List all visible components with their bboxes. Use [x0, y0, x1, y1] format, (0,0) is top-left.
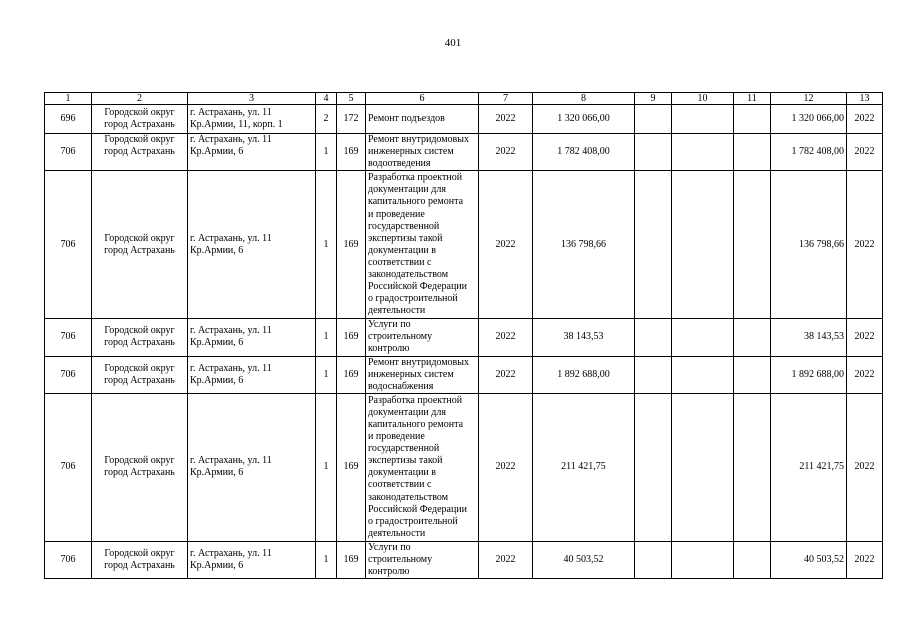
- table-row: [45, 319, 883, 356]
- municipality: Городской округ город Астрахань: [92, 541, 188, 578]
- empty-cell: [734, 134, 771, 171]
- amount-total: 211 421,75: [771, 393, 847, 541]
- col-5-value: 172: [337, 105, 366, 134]
- address: г. Астрахань, ул. 11 Кр.Армии, 6: [188, 541, 316, 578]
- empty-cell: [635, 319, 672, 356]
- address: г. Астрахань, ул. 11 Кр.Армии, 6: [188, 134, 316, 171]
- municipality: Городской округ город Астрахань: [92, 356, 188, 393]
- amount: 136 798,66: [533, 171, 635, 319]
- work-type: Ремонт внутридомовых инженерных систем водоотведения: [366, 134, 479, 171]
- column-header: 1: [45, 93, 92, 105]
- column-header: 12: [771, 93, 847, 105]
- empty-cell: [635, 105, 672, 134]
- page-number: 401: [444, 37, 462, 49]
- address: г. Астрахань, ул. 11 Кр.Армии, 6: [188, 171, 316, 319]
- work-type: Разработка проектной документации для капитального ремонта и проведение государственной экспертизы такой документации в соответствии с законодательством Российской Федерации о градостроительной деятельности: [366, 393, 479, 541]
- amount: 1 320 066,00: [533, 105, 635, 134]
- row-number: 696: [45, 105, 92, 134]
- col-5-value: 169: [337, 134, 366, 171]
- column-header: 3: [188, 93, 316, 105]
- amount: 1 782 408,00: [533, 134, 635, 171]
- completion-year: 2022: [847, 356, 883, 393]
- row-number: 706: [45, 171, 92, 319]
- column-header: 9: [635, 93, 672, 105]
- row-number: 706: [45, 541, 92, 578]
- empty-cell: [635, 541, 672, 578]
- col-4-value: 1: [316, 356, 337, 393]
- empty-cell: [734, 393, 771, 541]
- repair-plan-table: [44, 92, 883, 579]
- col-5-value: 169: [337, 393, 366, 541]
- municipality: Городской округ город Астрахань: [92, 319, 188, 356]
- amount: 40 503,52: [533, 541, 635, 578]
- amount-total: 1 320 066,00: [771, 105, 847, 134]
- col-4-value: 2: [316, 105, 337, 134]
- empty-cell: [672, 356, 734, 393]
- work-type: Разработка проектной документации для капитального ремонта и проведение государственной экспертизы такой документации в соответствии с законодательством Российской Федерации о градостроительной деятельности: [366, 171, 479, 319]
- empty-cell: [734, 356, 771, 393]
- year: 2022: [479, 319, 533, 356]
- address: г. Астрахань, ул. 11 Кр.Армии, 11, корп. 1: [188, 105, 316, 134]
- amount-total: 1 782 408,00: [771, 134, 847, 171]
- column-number-row: [45, 93, 883, 105]
- year: 2022: [479, 356, 533, 393]
- year: 2022: [479, 393, 533, 541]
- column-header: 4: [316, 93, 337, 105]
- column-header: 8: [533, 93, 635, 105]
- empty-cell: [734, 105, 771, 134]
- empty-cell: [672, 541, 734, 578]
- municipality: Городской округ город Астрахань: [92, 134, 188, 171]
- amount-total: 40 503,52: [771, 541, 847, 578]
- amount: 38 143,53: [533, 319, 635, 356]
- row-number: 706: [45, 356, 92, 393]
- table-row: [45, 393, 883, 541]
- column-header: 11: [734, 93, 771, 105]
- table-row: [45, 134, 883, 171]
- year: 2022: [479, 105, 533, 134]
- row-number: 706: [45, 319, 92, 356]
- table-row: [45, 105, 883, 134]
- municipality: Городской округ город Астрахань: [92, 393, 188, 541]
- empty-cell: [635, 134, 672, 171]
- row-number: 706: [45, 393, 92, 541]
- empty-cell: [734, 171, 771, 319]
- empty-cell: [734, 319, 771, 356]
- work-type: Услуги по строительному контролю: [366, 319, 479, 356]
- col-5-value: 169: [337, 356, 366, 393]
- address: г. Астрахань, ул. 11 Кр.Армии, 6: [188, 319, 316, 356]
- municipality: Городской округ город Астрахань: [92, 105, 188, 134]
- completion-year: 2022: [847, 171, 883, 319]
- empty-cell: [672, 105, 734, 134]
- year: 2022: [479, 134, 533, 171]
- table-row: [45, 171, 883, 319]
- completion-year: 2022: [847, 319, 883, 356]
- column-header: 5: [337, 93, 366, 105]
- amount-total: 38 143,53: [771, 319, 847, 356]
- column-header: 7: [479, 93, 533, 105]
- col-5-value: 169: [337, 319, 366, 356]
- empty-cell: [635, 171, 672, 319]
- work-type: Ремонт подъездов: [366, 105, 479, 134]
- column-header: 13: [847, 93, 883, 105]
- empty-cell: [672, 393, 734, 541]
- row-number: 706: [45, 134, 92, 171]
- completion-year: 2022: [847, 105, 883, 134]
- year: 2022: [479, 171, 533, 319]
- empty-cell: [672, 171, 734, 319]
- address: г. Астрахань, ул. 11 Кр.Армии, 6: [188, 393, 316, 541]
- work-type: Ремонт внутридомовых инженерных систем водоснабжения: [366, 356, 479, 393]
- empty-cell: [672, 134, 734, 171]
- empty-cell: [635, 393, 672, 541]
- col-4-value: 1: [316, 393, 337, 541]
- col-5-value: 169: [337, 541, 366, 578]
- column-header: 6: [366, 93, 479, 105]
- completion-year: 2022: [847, 393, 883, 541]
- municipality: Городской округ город Астрахань: [92, 171, 188, 319]
- col-5-value: 169: [337, 171, 366, 319]
- col-4-value: 1: [316, 541, 337, 578]
- year: 2022: [479, 541, 533, 578]
- amount: 1 892 688,00: [533, 356, 635, 393]
- completion-year: 2022: [847, 541, 883, 578]
- amount: 211 421,75: [533, 393, 635, 541]
- col-4-value: 1: [316, 319, 337, 356]
- address: г. Астрахань, ул. 11 Кр.Армии, 6: [188, 356, 316, 393]
- completion-year: 2022: [847, 134, 883, 171]
- empty-cell: [734, 541, 771, 578]
- table-row: [45, 541, 883, 578]
- col-4-value: 1: [316, 171, 337, 319]
- amount-total: 136 798,66: [771, 171, 847, 319]
- col-4-value: 1: [316, 134, 337, 171]
- column-header: 2: [92, 93, 188, 105]
- amount-total: 1 892 688,00: [771, 356, 847, 393]
- table-row: [45, 356, 883, 393]
- work-type: Услуги по строительному контролю: [366, 541, 479, 578]
- empty-cell: [635, 356, 672, 393]
- empty-cell: [672, 319, 734, 356]
- column-header: 10: [672, 93, 734, 105]
